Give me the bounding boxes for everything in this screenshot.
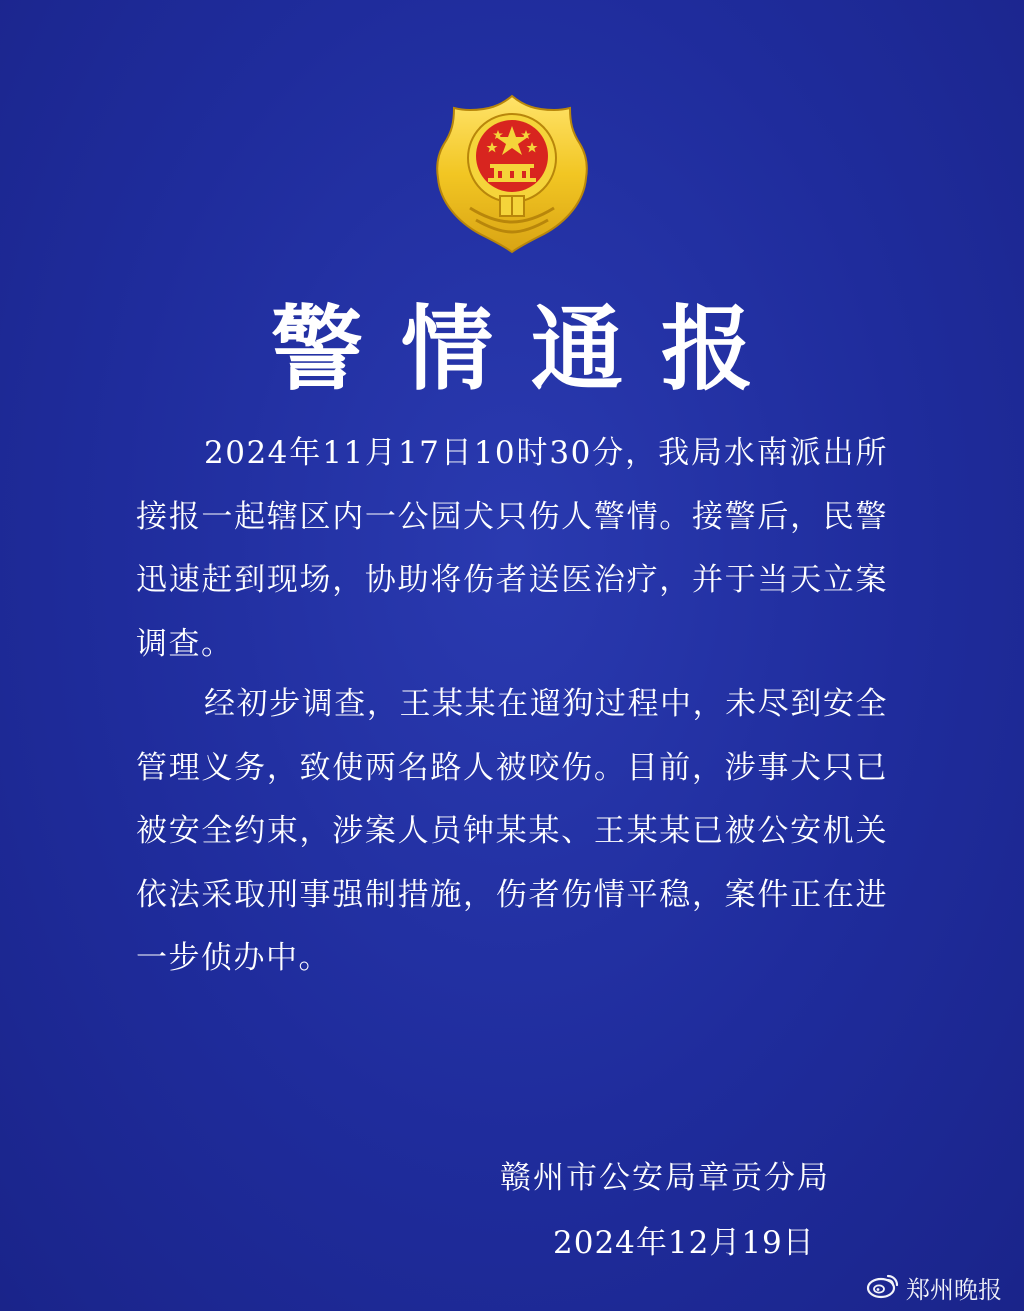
issuer-signature: 赣州市公安局章贡分局 [500,1160,830,1196]
notice-title: 警情通报 [270,296,791,403]
weibo-icon [866,1271,900,1305]
source-watermark [866,1270,1002,1305]
police-badge-icon [430,92,594,256]
notice-paragraph-1: 2024年11月17日10时30分，我局水南派出所接报一起辖区内一公园犬只伤人警情。接警后，民警迅速赶到现场，协助将伤者送医治疗，并于当天立案调查。 [136,435,888,662]
issue-date: 2024年12月19日 [553,1225,815,1261]
watermark-text: 郑州晚报 [906,1276,1002,1304]
notice-paragraph-2: 经初步调查，王某某在遛狗过程中，未尽到安全管理义务，致使两名路人被咬伤。目前，涉事犬只已被安全约束，涉案人员钟某某、王某某已被公安机关依法采取刑事强制措施，伤者伤情平稳，案件正在进一步侦办中。 [136,686,888,976]
